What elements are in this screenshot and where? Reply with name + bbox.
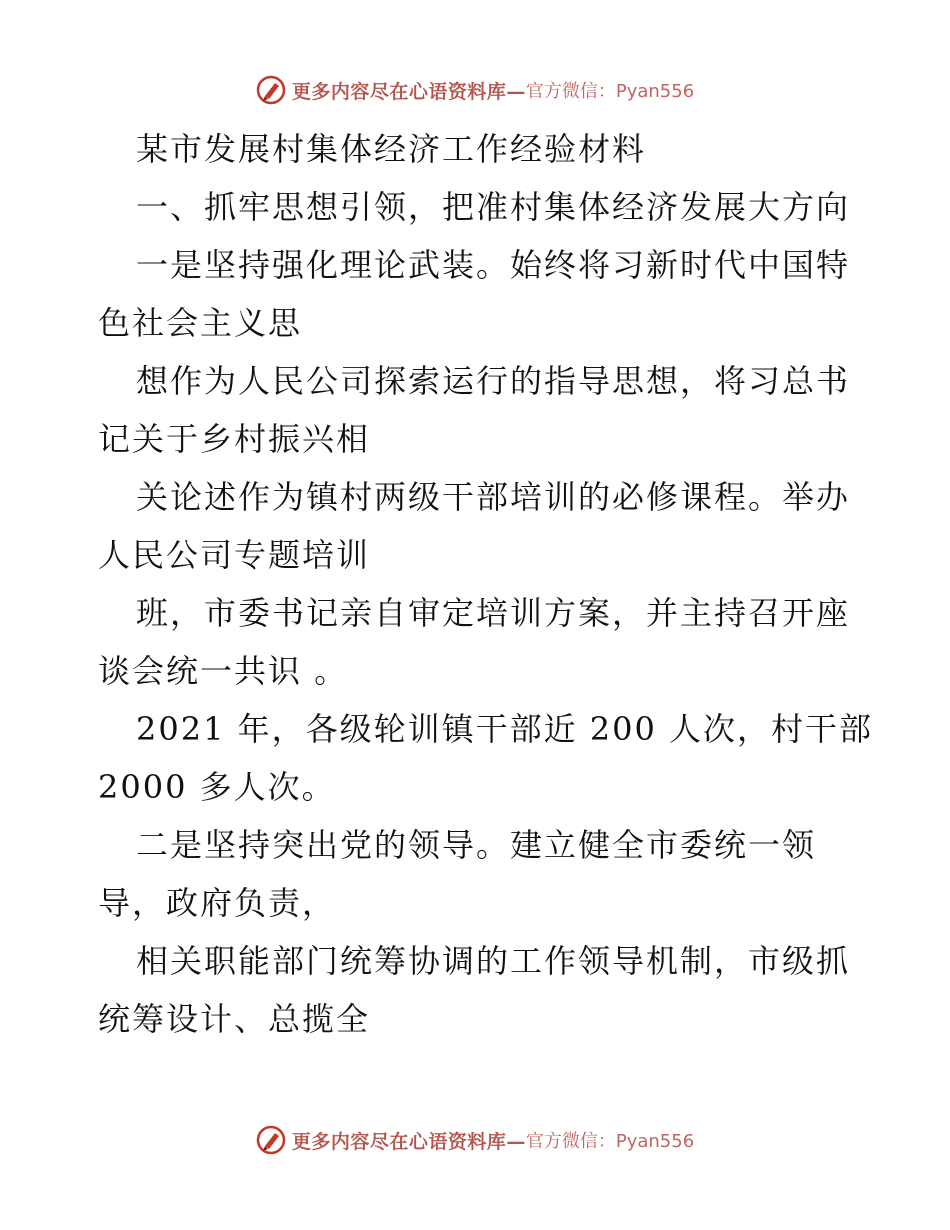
footer-banner — [0, 1120, 950, 1160]
paragraph-line: 记关于乡村振兴相 — [98, 420, 371, 458]
doc-title: 某市发展村集体经济工作经验材料 — [136, 130, 647, 168]
banner-wechat: 官方微信：Pyan556 — [525, 1131, 695, 1152]
paragraph-line: 二是坚持突出党的领导。建立健全市委统一领 — [136, 826, 817, 864]
banner-wechat: 官方微信：Pyan556 — [525, 81, 695, 102]
pen-logo-icon — [256, 1125, 286, 1155]
document-body — [98, 120, 874, 1048]
banner-text: 更多内容尽在心语资料库— — [291, 80, 526, 103]
paragraph-line: 人民公司专题培训 — [98, 536, 371, 574]
banner-text: 更多内容尽在心语资料库— — [291, 1130, 526, 1153]
paragraph-line: 一是坚持强化理论武装。始终将习新时代中国特 — [136, 246, 851, 284]
paragraph-line: 相关职能部门统筹协调的工作领导机制，市级抓 — [136, 942, 851, 980]
paragraph-line: 2000 多人次。 — [98, 768, 336, 806]
paragraph-line: 班，市委书记亲自审定培训方案，并主持召开座 — [136, 594, 851, 632]
section-heading: 一、抓牢思想引领，把准村集体经济发展大方向 — [136, 188, 851, 226]
paragraph-line: 谈会统一共识 。 — [98, 652, 349, 690]
paragraph-line: 统筹设计、总揽全 — [98, 1000, 371, 1038]
paragraph-line: 2021 年，各级轮训镇干部近 200 人次，村干部 — [136, 710, 874, 748]
pen-logo-icon — [256, 75, 286, 105]
paragraph-line: 关论述作为镇村两级干部培训的必修课程。举办 — [136, 478, 851, 516]
header-banner — [0, 70, 950, 110]
paragraph-line: 导，政府负责， — [98, 884, 337, 922]
paragraph-line: 色社会主义思 — [98, 304, 303, 342]
paragraph-line: 想作为人民公司探索运行的指导思想，将习总书 — [136, 362, 851, 400]
